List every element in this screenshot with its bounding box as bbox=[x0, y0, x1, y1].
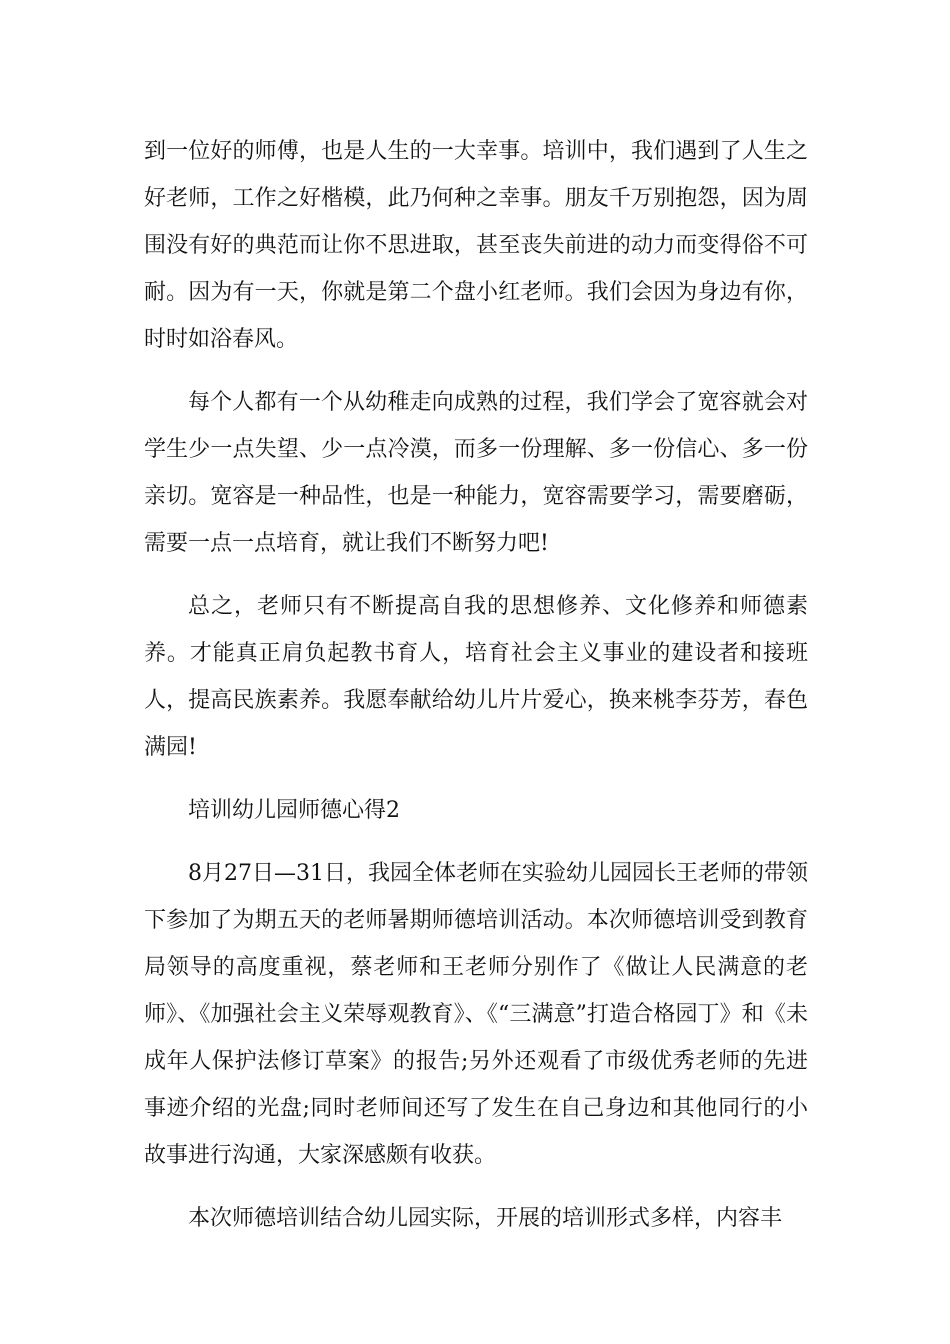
paragraph-conclusion: 总之，老师只有不断提高自我的思想修养、文化修养和师德素养。才能真正肩负起教书育人，培育社会主义事业的建设者和接班人，提高民族素养。我愿奉献给幼儿片片爱心，换来桃李芬芳，春色满园! bbox=[144, 594, 808, 760]
section-heading: 培训幼儿园师德心得2 bbox=[188, 798, 400, 823]
paragraph-training-summary: 8月27日—31日，我园全体老师在实验幼儿园园长王老师的带领下参加了为期五天的老师暑期师德培训活动。本次师德培训受到教育局领导的高度重视，蔡老师和王老师分别作了《做让人民满意的老师》、《加强社会主义荣辱观教育》、《“三满意”打造合格园丁》和《未成年人保护法修订草案》的报告;另外还观看了市级优秀老师的先进事迹介绍的光盘;同时老师间还写了发生在自己身边和其他同行的小故事进行沟通，大家深感颇有收获。 bbox=[144, 861, 808, 1168]
paragraph-continuation: 到一位好的师傅，也是人生的一大幸事。培训中，我们遇到了人生之好老师，工作之好楷模，此乃何种之幸事。朋友千万别抱怨，因为周围没有好的典范而让你不思进取，甚至丧失前进的动力而变得俗不可耐。因为有一天，你就是第二个盘小红老师。我们会因为身边有你，时时如浴春风。 bbox=[144, 139, 808, 352]
paragraph-tolerance: 每个人都有一个从幼稚走向成熟的过程，我们学会了宽容就会对学生少一点失望、少一点冷漠，而多一份理解、多一份信心、多一份亲切。宽容是一种品性，也是一种能力，宽容需要学习，需要磨砺，需要一点一点培育，就让我们不断努力吧! bbox=[144, 390, 808, 556]
document-body bbox=[144, 128, 808, 1258]
paragraph-training-format: 本次师德培训结合幼儿园实际，开展的培训形式多样，内容丰 bbox=[188, 1206, 783, 1231]
